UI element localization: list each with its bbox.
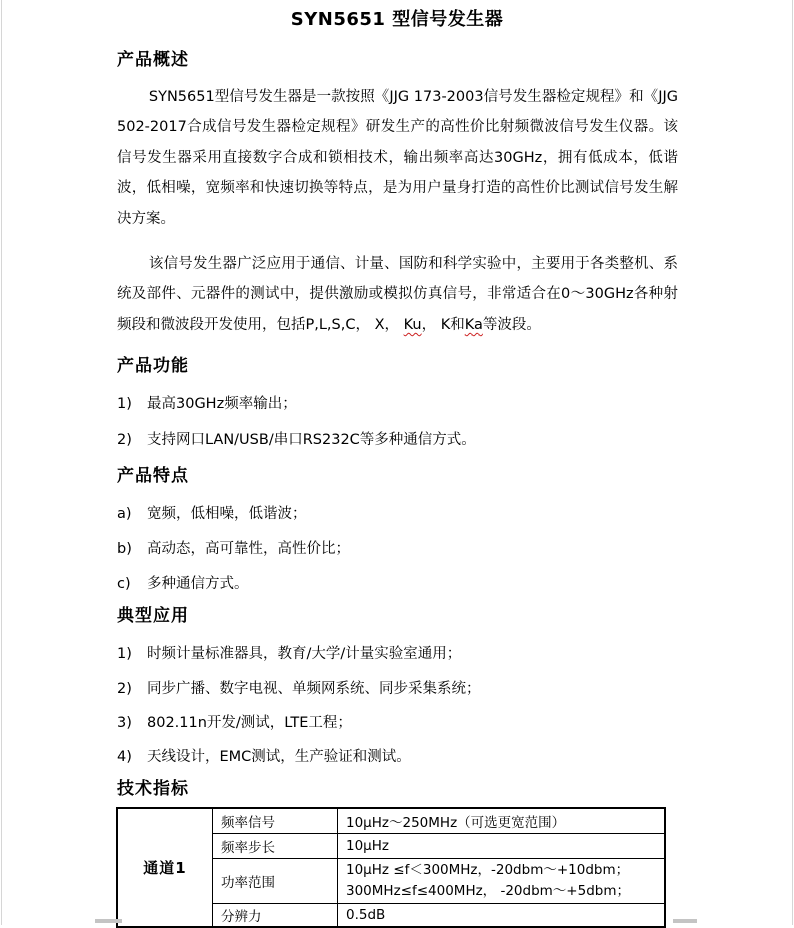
spec-label-resolution: 分辨力: [213, 903, 338, 927]
feature-item-a: [117, 504, 717, 524]
function-item-2: [117, 430, 717, 450]
feature-item-c: [117, 574, 717, 594]
page-left-edge: [1, 0, 2, 925]
list-marker: b): [117, 541, 132, 557]
list-text: 同步广播、数字电视、单频网系统、同步采集系统；: [147, 681, 481, 697]
list-marker: c): [117, 576, 131, 592]
list-text: 最高30GHz频率输出；: [147, 396, 297, 412]
list-marker: 2): [117, 432, 132, 448]
list-marker: a): [117, 506, 132, 522]
overview-paragraph-2: [117, 249, 678, 340]
list-marker: 1): [117, 396, 132, 412]
channel-1-cell: 通道1: [117, 808, 213, 927]
document-title: SYN5651 型信号发生器: [290, 9, 504, 30]
list-text: 高动态，高可靠性，高性价比；: [147, 541, 350, 557]
application-item-1: [117, 644, 717, 664]
overview-paragraph-2-text: 等波段。: [482, 316, 541, 333]
spec-label-freq-signal: 频率信号: [213, 808, 338, 833]
function-item-1: [117, 394, 717, 414]
spec-label-power-range: 功率范围: [213, 858, 338, 903]
spellcheck-marked-word-ku: Ku: [403, 316, 422, 333]
feature-item-b: [117, 539, 717, 559]
power-range-line-2: 300MHz≤f≤400MHz， -20dbm～+5dbm；: [346, 882, 631, 899]
list-marker: 1): [117, 646, 132, 662]
list-text: 多种通信方式。: [147, 576, 249, 592]
heading-technical-specs: 技术指标: [117, 779, 189, 799]
spec-value-freq-signal: 10μHz～250MHz（可选更宽范围）: [338, 808, 666, 833]
cutoff-element-right: [673, 919, 697, 923]
list-text: 天线设计，EMC测试，生产验证和测试。: [147, 749, 411, 765]
spec-label-freq-step: 频率步长: [213, 833, 338, 858]
heading-typical-applications: 典型应用: [117, 606, 189, 626]
cutoff-element-left: [95, 919, 122, 923]
application-item-3: [117, 713, 717, 733]
spellcheck-marked-word-ka: Ka: [464, 316, 483, 333]
list-text: 802.11n开发/测试，LTE工程；: [147, 715, 352, 731]
spec-value-power-range: [338, 858, 666, 903]
list-marker: 4): [117, 749, 132, 765]
heading-product-overview: 产品概述: [117, 50, 189, 70]
heading-product-functions: 产品功能: [117, 356, 189, 376]
list-marker: 3): [117, 715, 132, 731]
list-text: 时频计量标准器具，教育/大学/计量实验室通用；: [147, 646, 462, 662]
page-right-edge: [792, 0, 793, 925]
list-marker: 2): [117, 681, 132, 697]
overview-paragraph-2-text: ， K和: [421, 316, 465, 333]
spec-value-freq-step: 10μHz: [338, 833, 666, 858]
table-row: [117, 808, 665, 833]
power-range-line-1: 10μHz ≤f＜300MHz，-20dbm～+10dbm；: [346, 861, 630, 878]
spec-value-resolution: 0.5dB: [338, 903, 666, 927]
overview-paragraph-2-text: 该信号发生器广泛应用于通信、计量、国防和科学实验中，主要用于各类整机、系统及部件、元器件的测试中，提供激励或模拟仿真信号，非常适合在0～30GHz各种射频段和微波段开发使用，包括P,L,S,C， X，: [117, 256, 678, 333]
list-text: 支持网口LAN/USB/串口RS232C等多种通信方式。: [147, 432, 476, 448]
specs-table: [116, 807, 666, 928]
list-text: 宽频，低相噪，低谐波；: [147, 506, 307, 522]
application-item-4: [117, 747, 717, 767]
application-item-2: [117, 679, 717, 699]
heading-product-features: 产品特点: [117, 466, 189, 486]
overview-paragraph-1: SYN5651型信号发生器是一款按照《JJG 173-2003信号发生器检定规程》和《JJG 502-2017合成信号发生器检定规程》研发生产的高性价比射频微波信号发生仪器。该信号发生器采用直接数字合成和锁相技术，输出频率高达30GHz，拥有低成本，低谐波，低相噪，宽频率和快速切换等特点，是为用户量身打造的高性价比测试信号发生解决方案。: [117, 89, 678, 227]
